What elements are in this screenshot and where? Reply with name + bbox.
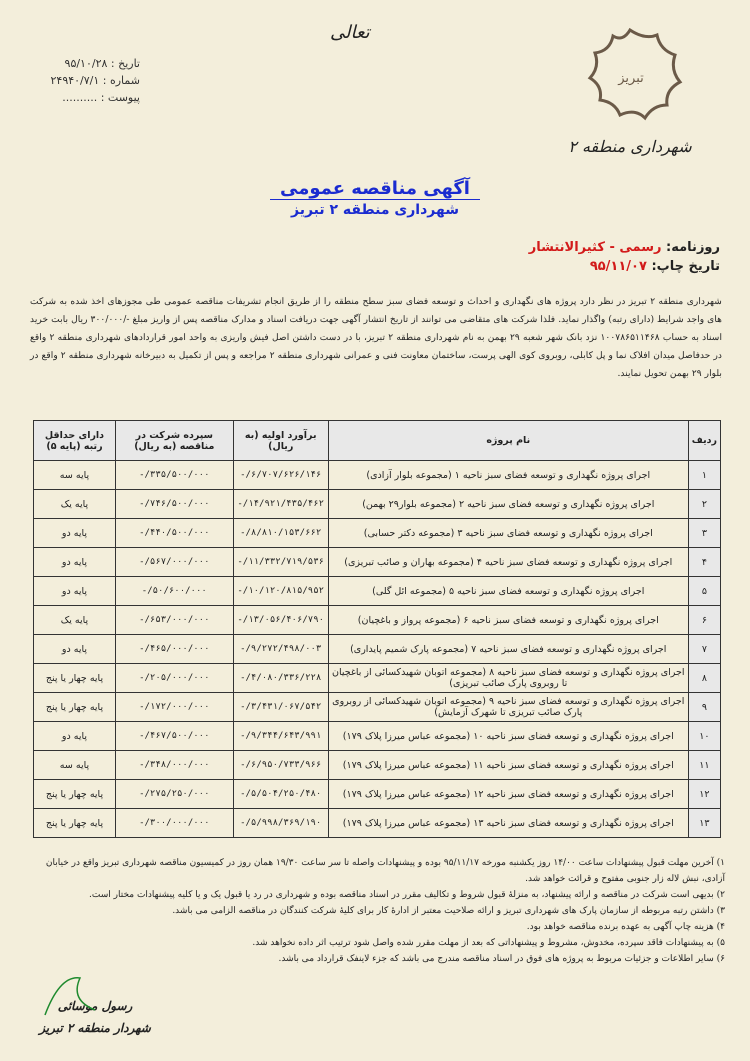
letter-meta [30,55,140,106]
row-number: ۱۳ [688,809,720,838]
print-date-value: ۹۵/۱۱/۰۷ [589,259,647,274]
initial-estimate: -/۶/۷۰۷/۶۲۶/۱۴۶ [233,461,328,490]
initial-estimate: -/۵/۹۹۸/۳۶۹/۱۹۰ [233,809,328,838]
deposit-amount: -/۱۷۲/۰۰۰/۰۰۰ [115,693,233,722]
min-grade: پایه دو [34,635,116,664]
number-value: ۲۴۹۴۰/۷/۱ [50,74,100,87]
row-number: ۳ [688,519,720,548]
header-invocation: تعالی [330,22,370,43]
note-item: ۳) داشتن رتبه مربوطه از سازمان پارک های شهرداری تبریز و ارائه صلاحیت معتبر از ادارهٔ کار برای کلیهٔ شرکت کنندگان در مناقصه الزامی می باشد. [172,906,725,916]
project-name: اجرای پروژه نگهداری و توسعه فضای سبز ناحیه ۱۳ (مجموعه عباس میرزا پلاک ۱۷۹) [328,809,688,838]
signatory-role: شهردار منطقه ۲ تبریز [39,1021,151,1035]
min-grade: پایه چهار یا پنج [34,664,116,693]
deposit-amount: -/۲۰۵/۰۰۰/۰۰۰ [115,664,233,693]
initial-estimate: -/۱۳/۰۵۶/۴۰۶/۷۹۰ [233,606,328,635]
min-grade: پایه یک [34,606,116,635]
notice-title [200,178,550,218]
deposit-amount: -/۵۰/۶۰۰/۰۰۰ [115,577,233,606]
initial-estimate: -/۱۴/۹۲۱/۴۳۵/۴۶۲ [233,490,328,519]
project-name: اجرای پروژه نگهداری و توسعه فضای سبز ناحیه ۱ (مجموعه بلوار آزادی) [328,461,688,490]
project-name: اجرای پروژه نگهداری و توسعه فضای سبز ناحیه ۷ (مجموعه پارک شمیم پایداری) [328,635,688,664]
row-number: ۱۱ [688,751,720,780]
min-grade: پایه سه [34,751,116,780]
initial-estimate: -/۸/۸۱۰/۱۵۳/۶۶۲ [233,519,328,548]
table-row [34,722,721,751]
deposit-amount: -/۷۴۶/۵۰۰/۰۰۰ [115,490,233,519]
min-grade: پایه دو [34,577,116,606]
deposit-amount: -/۴۶۵/۰۰۰/۰۰۰ [115,635,233,664]
project-name: اجرای پروژه نگهداری و توسعه فضای سبز ناحیه ۶ (مجموعه پرواز و باغچیان) [328,606,688,635]
title-main: آگهی مناقصه عمومی [270,178,480,200]
initial-estimate: -/۴/۰۸۰/۳۳۶/۲۲۸ [233,664,328,693]
title-sub: شهرداری منطقه ۲ تبریز [290,202,459,218]
row-number: ۹ [688,693,720,722]
deposit-amount: -/۳۴۸/۰۰۰/۰۰۰ [115,751,233,780]
min-grade: پایه دو [34,722,116,751]
deposit-amount: -/۲۷۵/۲۵۰/۰۰۰ [115,780,233,809]
municipality-logo [565,20,695,170]
note-item: ۶) سایر اطلاعات و جزئیات مربوط به پروژه های فوق در اسناد مناقصه مندرج می باشد که جزء لاینفک قرارداد می باشد. [278,954,725,964]
initial-estimate: -/۳/۴۳۱/۰۶۷/۵۴۲ [233,693,328,722]
project-name: اجرای پروژه نگهداری و توسعه فضای سبز ناحیه ۲ (مجموعه بلوار۲۹ بهمن) [328,490,688,519]
row-number: ۷ [688,635,720,664]
deposit-amount: -/۶۵۳/۰۰۰/۰۰۰ [115,606,233,635]
project-name: اجرای پروژه نگهداری و توسعه فضای سبز ناحیه ۱۱ (مجموعه عباس میرزا پلاک ۱۷۹) [328,751,688,780]
row-number: ۴ [688,548,720,577]
project-name: اجرای پروژه نگهداری و توسعه فضای سبز ناحیه ۱۰ (مجموعه عباس میرزا پلاک ۱۷۹) [328,722,688,751]
signature-scribble-icon [40,970,100,1020]
row-number: ۲ [688,490,720,519]
column-header: برآورد اولیه (به ریال) [233,421,328,461]
initial-estimate: -/۱۱/۳۳۲/۷۱۹/۵۳۶ [233,548,328,577]
deposit-amount: -/۵۶۷/۰۰۰/۰۰۰ [115,548,233,577]
min-grade: پایه یک [34,490,116,519]
note-item: ۱) آخرین مهلت قبول پیشنهادات ساعت ۱۴/۰۰ روز یکشنبه مورخه ۹۵/۱۱/۱۷ بوده و پیشنهادات واصله تا سر ساعت ۱۹/۳۰ همان روز در کمیسیون مناقصه شهرداری تبریز واقع در خیابان آزادی، نبش لاله زار جنوبی مفتوح و قرائت خواهد شد. [45,858,725,884]
newspaper-value: رسمی - کثیرالانتشار [528,240,662,255]
table-row [34,635,721,664]
initial-estimate: -/۶/۹۵۰/۷۳۳/۹۶۶ [233,751,328,780]
min-grade: پایه دو [34,519,116,548]
min-grade: پایه چهار یا پنج [34,809,116,838]
newspaper-label: روزنامه: [666,240,720,255]
table-row [34,606,721,635]
svg-text:شهرداری منطقه ۲: شهرداری منطقه ۲ [568,137,692,156]
print-date-label: تاریخ چاپ: [651,259,720,274]
table-row [34,809,721,838]
deposit-amount: -/۳۳۵/۵۰۰/۰۰۰ [115,461,233,490]
project-name: اجرای پروژه نگهداری و توسعه فضای سبز ناحیه ۳ (مجموعه دکتر حسابی) [328,519,688,548]
table-row [34,693,721,722]
note-item: ۴) هزینه چاپ آگهی به عهده برنده مناقصه خواهد بود. [526,922,725,932]
column-header: ردیف [688,421,720,461]
row-number: ۸ [688,664,720,693]
column-header: دارای حداقل رتبه (پایه ۵) [34,421,116,461]
date-label: تاریخ : [110,57,140,70]
notes-list [30,855,725,967]
deposit-amount: -/۴۴۰/۵۰۰/۰۰۰ [115,519,233,548]
note-item: ۵) به پیشنهادات فاقد سپرده، مخدوش، مشروط و پیشنهاداتی که بعد از مهلت مقرر شده واصل شود ترتیب اثر داده نخواهد شد. [252,938,725,948]
signatory-name: رسول موسائی [57,999,133,1013]
table-row [34,577,721,606]
table-row [34,519,721,548]
table-row [34,490,721,519]
min-grade: پایه چهار یا پنج [34,780,116,809]
initial-estimate: -/۹/۳۴۴/۶۴۳/۹۹۱ [233,722,328,751]
min-grade: پایه دو [34,548,116,577]
row-number: ۱۲ [688,780,720,809]
row-number: ۱۰ [688,722,720,751]
projects-table [33,420,721,838]
column-header: نام پروژه [328,421,688,461]
column-header: سپرده شرکت در مناقصه (به ریال) [115,421,233,461]
min-grade: پایه چهار یا پنج [34,693,116,722]
intro-paragraph: شهرداری منطقه ۲ تبریز در نظر دارد پروژه های نگهداری و احداث و توسعه فضای سبز سطح منطقه را از طریق انجام تشریفات مناقصه عمومی طی مجوزهای اخذ شده به شرکت های واجد شرایط (دارای رتبه) واگذار نماید. فلذا شرکت های متقاضی می توانند از تاریخ انتشار آگهی جهت دریافت اسناد و مدارک مناقصه پس از واریز مبلغ -/۳۰۰/۰۰۰ ریال بابت خرید اسناد به حساب ۱۰۰۷۸۶۵۱۱۴۶۸ نزد بانک شهر شعبه ۲۹ بهمن به نام شهرداری منطقه ۲ تبریز، با در دست داشتن اصل فیش واریزی به واحد امور قراردادهای شهرداری منطقه ۲ واقع در حدفاصل میدان افلاک نما و پل کابلی، روبروی کوی الهی پرست، ساختمان معاونت فنی و عمرانی شهرداری منطقه ۲ مراجعه و پس از تکمیل به دبیرخانه شهرداری منطقه ۲ واقع در بلوار ۲۹ بهمن تحویل نمایند. [30,296,723,379]
project-name: اجرای پروژه نگهداری و توسعه فضای سبز ناحیه ۴ (مجموعه بهاران و صائب تبریزی) [328,548,688,577]
note-item: ۲) بدیهی است شرکت در مناقصه و ارائه پیشنهاد، به منزلهٔ قبول شروط و تکالیف مقرر در اسناد مناقصه بوده و شهرداری در رد یا قبول یک و یا کلیه پیشنهادات مختار است. [89,890,725,900]
project-name: اجرای پروژه نگهداری و توسعه فضای سبز ناحیه ۱۲ (مجموعه عباس میرزا پلاک ۱۷۹) [328,780,688,809]
row-number: ۵ [688,577,720,606]
min-grade: پایه سه [34,461,116,490]
project-name: اجرای پروژه نگهداری و توسعه فضای سبز ناحیه ۹ (مجموعه اتوبان شهیدکسائی از روبروی پارک صائب تبریزی تا شهرک آزمایش) [328,693,688,722]
attachment-value: .......... [62,91,98,104]
deposit-amount: -/۳۰۰/۰۰۰/۰۰۰ [115,809,233,838]
table-row [34,548,721,577]
project-name: اجرای پروژه نگهداری و توسعه فضای سبز ناحیه ۸ (مجموعه اتوبان شهیدکسائی از باغچیان تا روبروی پارک صائب تبریزی) [328,664,688,693]
deposit-amount: -/۴۶۷/۵۰۰/۰۰۰ [115,722,233,751]
date-value: ۹۵/۱۰/۲۸ [64,57,108,70]
signature [20,995,170,1039]
initial-estimate: -/۱۰/۱۲۰/۸۱۵/۹۵۲ [233,577,328,606]
table-row [34,664,721,693]
number-label: شماره : [102,74,140,87]
publication-info [529,238,720,276]
row-number: ۱ [688,461,720,490]
attachment-label: پیوست : [100,91,140,104]
table-row [34,751,721,780]
row-number: ۶ [688,606,720,635]
initial-estimate: -/۵/۵۰۴/۲۵۰/۴۸۰ [233,780,328,809]
table-row [34,780,721,809]
svg-text:تبریز: تبریز [618,71,644,86]
table-row [34,461,721,490]
project-name: اجرای پروژه نگهداری و توسعه فضای سبز ناحیه ۵ (مجموعه ائل گلی) [328,577,688,606]
initial-estimate: -/۹/۲۷۲/۴۹۸/۰۰۳ [233,635,328,664]
